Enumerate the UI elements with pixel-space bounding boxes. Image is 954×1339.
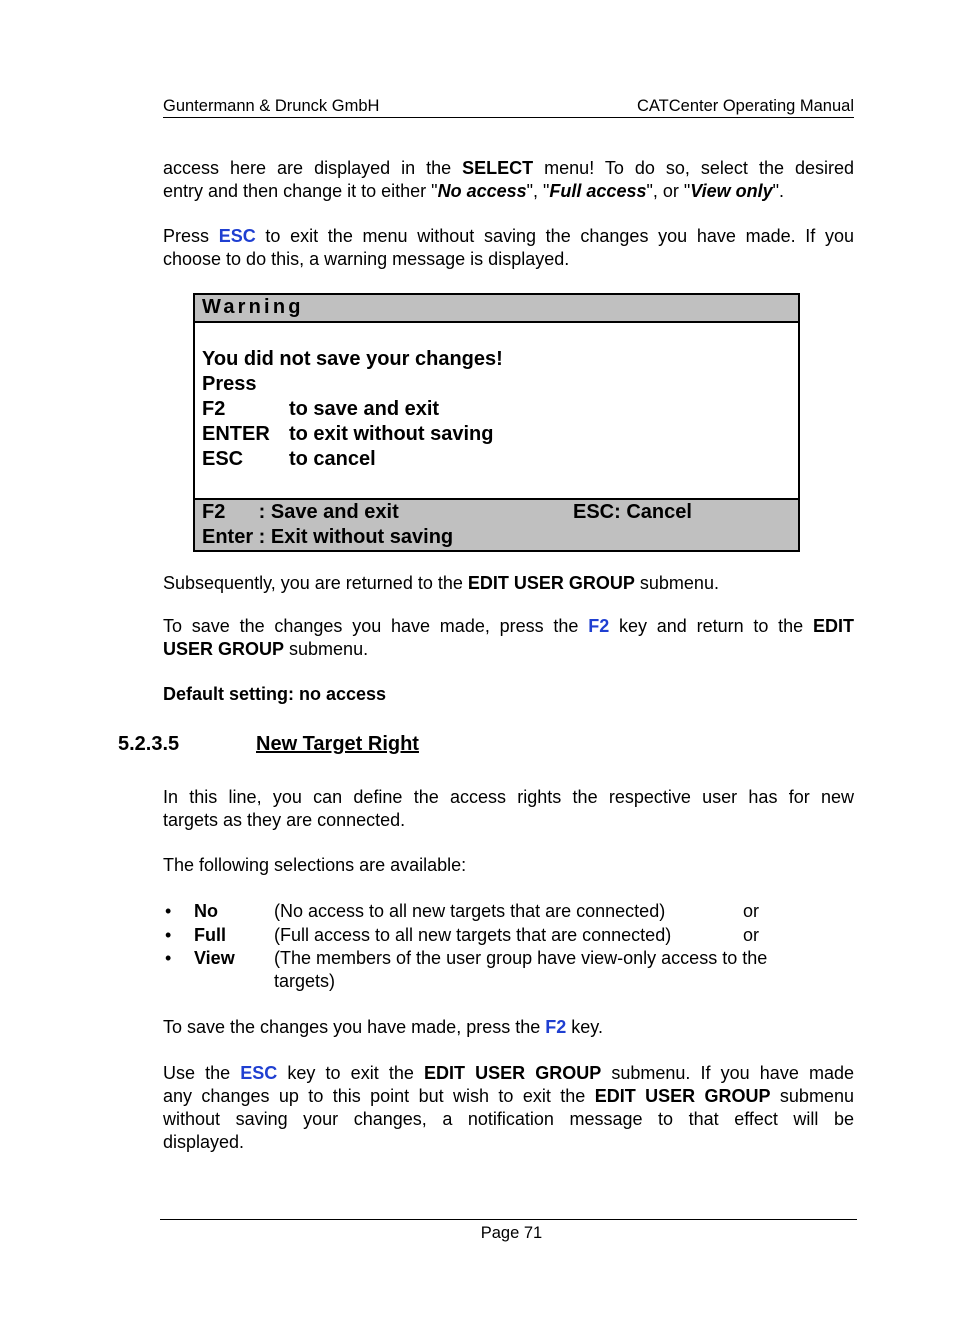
- warning-title: Warning: [202, 296, 304, 318]
- paragraph-line: Use the ESC key to exit the EDIT USER GROUP submenu. If you have made: [163, 1063, 854, 1083]
- paragraph-line: Subsequently, you are returned to the EDIT USER GROUP submenu.: [163, 573, 719, 593]
- section-number: 5.2.3.5: [118, 733, 180, 755]
- paragraph-line: To save the changes you have made, press the F2 key.: [163, 1017, 603, 1037]
- paragraph-save-f2: [163, 615, 854, 661]
- paragraph-line: Press ESC to exit the menu without saving the changes you have made. If you: [163, 226, 854, 246]
- list-item-term: No: [194, 901, 218, 921]
- warning-key-enter: ENTER: [202, 423, 270, 445]
- warning-desc-f2: to save and exit: [289, 398, 440, 420]
- section-title: New Target Right: [256, 733, 419, 755]
- warning-footer-esc: ESC: Cancel: [573, 501, 692, 523]
- header-manual-title: CATCenter Operating Manual: [636, 97, 854, 115]
- warning-key-f2: F2: [202, 398, 226, 420]
- bullet-icon: •: [165, 901, 172, 921]
- bullet-icon: •: [165, 925, 172, 945]
- warning-dialog: [193, 293, 800, 552]
- paragraph-define-rights: [163, 786, 854, 832]
- paragraph-returned: [163, 572, 854, 595]
- bullet-icon: •: [165, 948, 172, 968]
- paragraph-esc-exit: [163, 225, 854, 271]
- paragraph-line: choose to do this, a warning message is displayed.: [163, 249, 570, 269]
- paragraph-line: targets as they are connected.: [163, 810, 406, 830]
- header-company: Guntermann & Drunck GmbH: [163, 97, 380, 115]
- paragraph-line: To save the changes you have made, press the F2 key and return to the EDIT: [163, 616, 854, 636]
- paragraph-select-menu: [163, 157, 854, 203]
- list-item-desc: (Full access to all new targets that are connected): [274, 925, 672, 945]
- list-item-suffix: or: [743, 925, 760, 945]
- list-item-term: Full: [194, 925, 226, 945]
- warning-desc-enter: to exit without saving: [289, 423, 494, 445]
- list-item-desc: (No access to all new targets that are connected): [274, 901, 666, 921]
- paragraph-line: In this line, you can define the access rights the respective user has for new: [163, 787, 854, 807]
- default-setting: Default setting: no access: [163, 684, 387, 704]
- warning-key-esc: ESC: [202, 448, 244, 470]
- paragraph-line: displayed.: [163, 1132, 245, 1152]
- page-number: Page 71: [480, 1224, 543, 1242]
- warning-footer-f2: F2 : Save and exit: [202, 501, 399, 523]
- warning-message: You did not save your changes!: [202, 348, 503, 370]
- paragraph-line: USER GROUP submenu.: [163, 639, 369, 659]
- paragraph-line: without saving your changes, a notification message to that effect will be: [163, 1109, 854, 1129]
- warning-footer-enter: Enter : Exit without saving: [202, 526, 454, 548]
- paragraph-selections: The following selections are available:: [163, 855, 467, 875]
- warning-footer: [195, 498, 798, 550]
- list-item-desc: (The members of the user group have view-only access to the: [274, 948, 768, 968]
- list-item-suffix: or: [743, 901, 760, 921]
- paragraph-line: access here are displayed in the SELECT menu! To do so, select the desired: [163, 158, 854, 178]
- warning-desc-esc: to cancel: [289, 448, 376, 470]
- paragraph-save-key: [163, 1016, 854, 1039]
- warning-title-bar: [195, 295, 798, 323]
- warning-press: Press: [202, 373, 257, 395]
- paragraph-line: any changes up to this point but wish to exit the EDIT USER GROUP submenu: [163, 1086, 854, 1106]
- paragraph-esc-notification: [163, 1062, 854, 1154]
- list-item-desc-continued: targets): [274, 971, 336, 991]
- header-rule: [163, 117, 854, 118]
- list-item-term: View: [194, 948, 235, 968]
- paragraph-line: entry and then change it to either "No access", "Full access", or "View only".: [163, 181, 785, 201]
- footer-rule: [160, 1219, 857, 1220]
